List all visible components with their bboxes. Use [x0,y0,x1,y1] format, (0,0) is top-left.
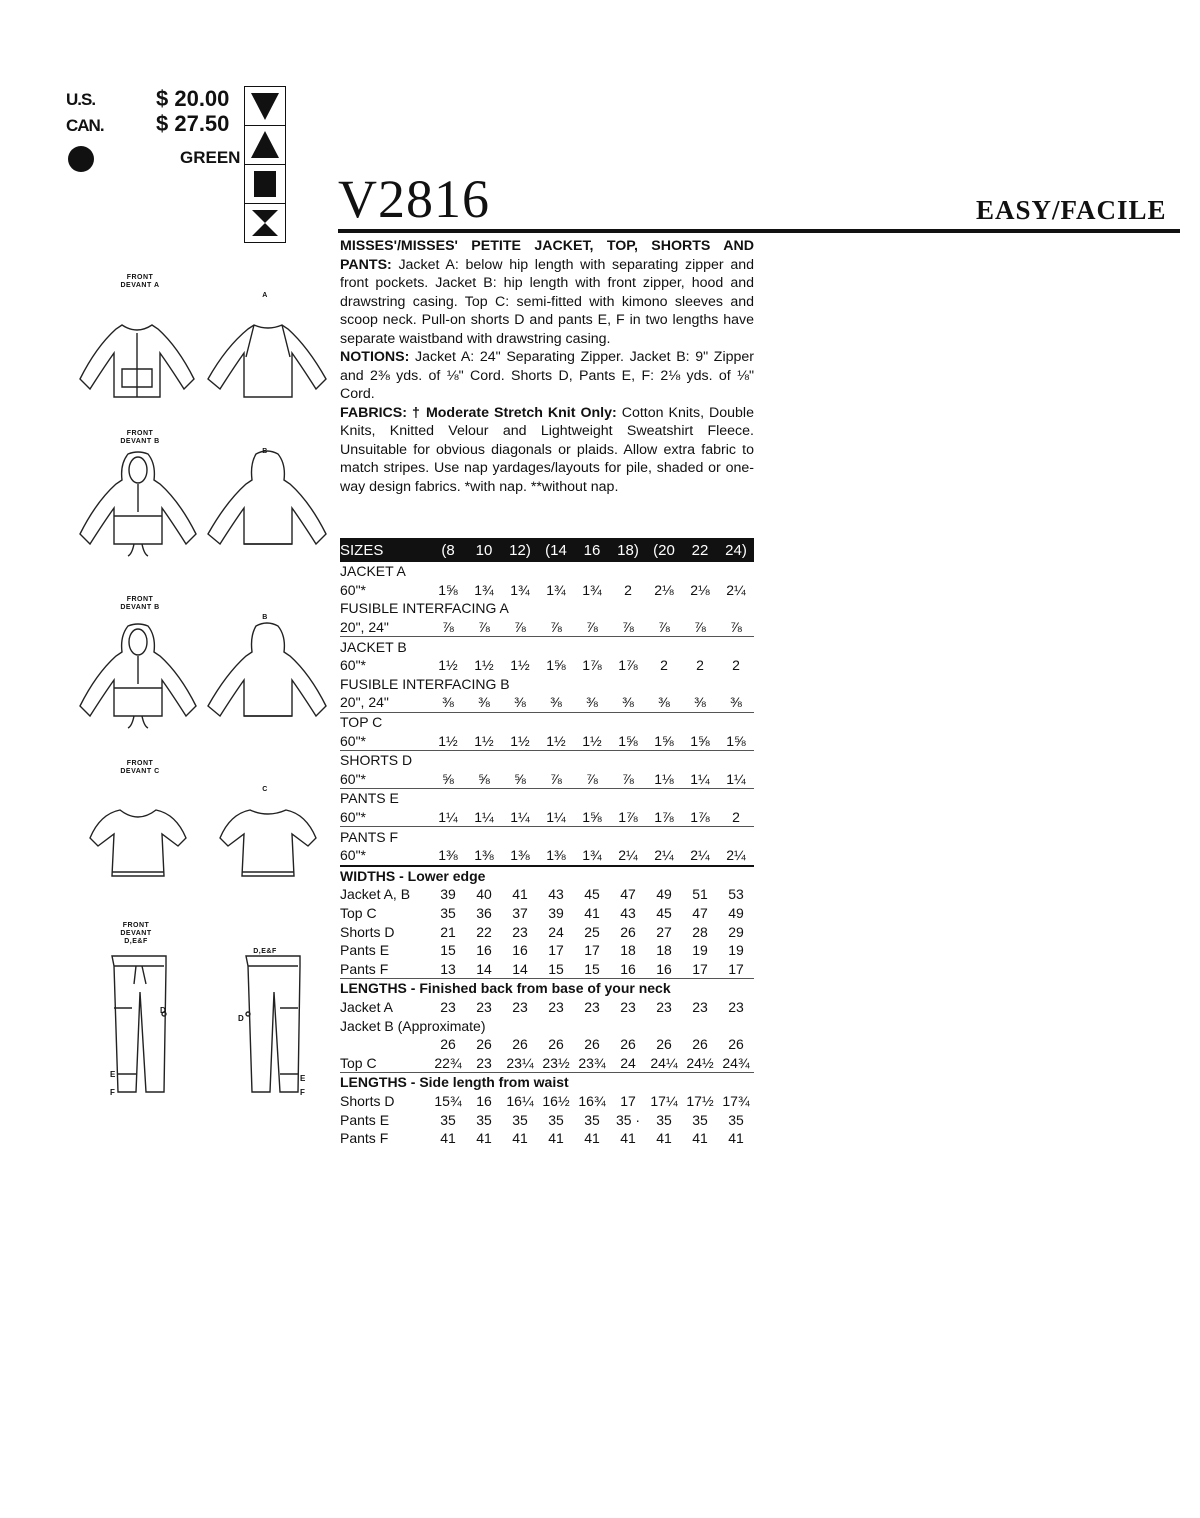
value-cell: ⅝ [466,770,502,789]
size-header-cell: 24) [718,538,754,562]
row-label: Jacket B (Approximate) [340,1017,486,1034]
front-mark-f: F [110,1088,115,1097]
value-cell: 19 [728,942,744,959]
can-price: $ 27.50 [156,111,230,136]
size-header-cell: (8 [430,538,466,562]
value-cell: 45 [656,904,672,921]
value-cell: 1½ [574,731,610,750]
color-dot-icon [68,146,94,172]
value-cell: 16½ [542,1092,570,1109]
value-cell: 39 [548,904,564,921]
jacket-b-back-sketch [206,450,328,560]
value-cell: 24¼ [646,1053,682,1072]
front-mark-e: E [110,1070,116,1079]
lengths-back-title-row [340,979,754,998]
figure-label-front: FRONT DEVANT C [120,760,160,775]
value-cell: 14 [466,959,502,978]
difficulty-label: EASY/FACILE [976,195,1167,225]
value-cell: 16¾ [578,1092,606,1109]
value-cell: 17 [584,942,600,959]
row-label: 60"* [340,808,430,827]
value-cell: 26 [440,1036,456,1053]
value-cell: 17 [620,1092,636,1109]
value-cell: 23¾ [574,1053,610,1072]
value-cell: 49 [656,886,672,903]
top-c-back-sketch [218,802,318,882]
value-cell: ⅞ [430,618,466,637]
value-cell: 17¾ [722,1092,750,1109]
value-cell: 49 [728,904,744,921]
value-cell: 1⅞ [618,657,638,674]
value-cell: 1¾ [510,581,530,598]
row-label: Jacket A [340,998,393,1015]
value-cell: 1⅞ [582,657,602,674]
section-title: LENGTHS - Side length from waist [340,1074,569,1091]
yardage-row [340,731,754,750]
value-cell: 35 [728,1111,744,1128]
value-cell: 41 [476,1130,492,1147]
value-cell: 1⅝ [574,808,610,827]
value-cell: 26 [656,1036,672,1053]
value-cell: 41 [692,1130,708,1147]
value-cell: 2⅛ [690,581,710,598]
value-cell: 1⅜ [538,846,574,866]
value-cell: 23 [692,998,708,1015]
pants-front-sketch [106,952,176,1102]
us-label: U.S. [66,90,96,109]
value-cell: 24¾ [718,1053,754,1072]
figure-label-back: B [262,448,268,455]
value-cell: ⅜ [574,693,610,712]
value-cell: 14 [502,959,538,978]
value-cell: 15 [574,959,610,978]
square-icon [245,165,285,204]
yardage-row [340,656,754,675]
row-label: 20", 24" [340,693,430,712]
row-label: JACKET A [340,563,406,580]
row-label: SHORTS D [340,752,413,769]
lengths-back-row [340,1016,754,1035]
value-cell: ⅜ [502,693,538,712]
jacket-b-front-alt-sketch [78,622,198,732]
row-label: 60"* [340,770,430,789]
yardage-row [340,637,754,656]
size-header-cell: 16 [574,538,610,562]
yardage-row [340,675,754,694]
lengths-side-title-row [340,1073,754,1092]
back-mark-f: F [300,1088,305,1097]
value-cell: 41 [548,1130,564,1147]
value-cell: 39 [440,886,456,903]
hourglass-icon [245,204,285,242]
lengths-side-row [340,1110,754,1129]
back-mark-e: E [300,1074,306,1083]
yardage-row [340,827,754,846]
value-cell: 13 [430,959,466,978]
value-cell: 26 [620,1036,636,1053]
value-cell: 26 [584,1036,600,1053]
widths-title-row [340,866,754,886]
value-cell: 24 [548,923,564,940]
value-cell: 47 [620,886,636,903]
figure-label-back: B [262,614,268,621]
row-label: Top C [340,904,377,921]
yardage-row [340,770,754,789]
value-cell: 41 [584,904,600,921]
figure-label-front: FRONT DEVANT B [120,430,160,445]
value-cell: 35 [440,904,456,921]
section-title: LENGTHS - Finished back from base of your neck [340,980,671,997]
value-cell: 23 [512,998,528,1015]
yardage-chart [340,538,754,1147]
value-cell: ⅞ [646,618,682,637]
value-cell: 1⅞ [682,808,718,827]
value-cell: 35 [656,1111,672,1128]
row-label: Pants F [340,959,430,978]
value-cell: 1½ [502,731,538,750]
figure-label-back: D,E&F [253,948,277,955]
row-label: 60"* [340,581,366,598]
value-cell: 18 [620,942,636,959]
value-cell: 45 [584,886,600,903]
fabrics-body: Cotton Knits, Double Knits, Knitted Velour and Lightweight Sweatshirt Fleece. Unsuitable for obvious diagonals or plaids. Allow extra fabric to match stripes. Use nap yardages/layouts for pile, shaded or one-way design fabrics. *with nap. **without nap. [340,404,754,495]
description-block [340,237,754,496]
value-cell: 40 [476,886,492,903]
value-cell: ⅝ [502,770,538,789]
value-cell: ⅞ [682,618,718,637]
value-cell: ⅜ [682,693,718,712]
triangle-down-icon [245,87,285,126]
value-cell: 1¾ [582,581,602,598]
header-rule [338,229,1180,233]
row-label: PANTS F [340,828,399,845]
yardage-row [340,750,754,769]
value-cell: 23 [512,923,528,940]
value-cell: 1⅛ [646,770,682,789]
value-cell: 26 [692,1036,708,1053]
row-label [340,1035,430,1054]
notions-body: Jacket A: 24" Separating Zipper. Jacket B: 9" Zipper and 2⅜ yds. of ⅛" Cord. Shorts D, Pants E, F: 2⅛ yds. of ⅛" Cord. [340,349,754,402]
widths-row [340,959,754,978]
value-cell: 1¼ [466,808,502,827]
yardage-row [340,789,754,808]
value-cell: 17½ [686,1092,714,1109]
value-cell: ⅞ [538,770,574,789]
yardage-row [340,599,754,618]
value-cell: 36 [476,904,492,921]
value-cell: 1½ [474,657,494,674]
row-label: Shorts D [340,923,395,940]
lengths-back-row [340,1035,754,1054]
value-cell: 26 [620,923,636,940]
yardage-row [340,712,754,731]
value-cell: 43 [548,886,564,903]
value-cell: 23 [620,998,636,1015]
value-cell: 1¼ [430,808,466,827]
value-cell: 41 [584,1130,600,1147]
value-cell: 1¼ [538,808,574,827]
jacket-b-back-alt-sketch [206,622,328,732]
value-cell: 2¼ [682,846,718,866]
value-cell: ⅜ [466,693,502,712]
row-label: Pants F [340,1130,389,1147]
jacket-b-front-sketch [78,450,198,560]
figure-label-front: FRONT DEVANT B [120,596,160,611]
value-cell: 1⅜ [466,846,502,866]
value-cell: 1½ [430,731,466,750]
value-cell: 35 [476,1111,492,1128]
value-cell: 26 [548,1036,564,1053]
value-cell: 2 [718,808,754,827]
yardage-row [340,846,754,866]
value-cell: 24½ [682,1053,718,1072]
value-cell: 23 [656,998,672,1015]
value-cell: 21 [440,923,456,940]
row-label: JACKET B [340,638,407,655]
row-label: TOP C [340,714,383,731]
value-cell: 17 [682,959,718,978]
notions-label: NOTIONS: [340,349,410,365]
value-cell: 29 [728,923,744,940]
value-cell: 23 [476,998,492,1015]
can-label: CAN. [66,116,104,135]
value-cell: ⅜ [610,693,646,712]
value-cell: 2 [732,657,740,674]
yardage-row [340,808,754,827]
value-cell: ⅞ [574,618,610,637]
widths-row [340,885,754,904]
row-label: Top C [340,1053,430,1072]
value-cell: 2 [696,657,704,674]
value-cell: 23 [584,998,600,1015]
value-cell: 37 [512,904,528,921]
value-cell: 24 [610,1053,646,1072]
widths-row [340,922,754,941]
value-cell: 16 [476,1092,492,1109]
value-cell: 16 [476,942,492,959]
value-cell: ⅜ [646,693,682,712]
value-cell: 1½ [538,731,574,750]
yardage-table [340,538,754,1147]
value-cell: 2¼ [646,846,682,866]
value-cell: ⅜ [718,693,754,712]
sizes-header-label: SIZES [340,538,430,562]
value-cell: 22¾ [430,1053,466,1072]
value-cell: 2¼ [726,581,746,598]
triangle-up-icon [245,126,285,165]
value-cell: 41 [512,1130,528,1147]
row-label: Shorts D [340,1092,395,1109]
value-cell: 1⅞ [610,808,646,827]
value-cell: 25 [584,923,600,940]
value-cell: 1¼ [718,770,754,789]
value-cell: 43 [620,904,636,921]
value-cell: ⅜ [430,693,466,712]
description-body: Jacket A: below hip length with separating zipper and front pockets. Jacket B: hip length with front zipper, hood and drawstring casing. Top C: semi-fitted with kimono sleeves and scoop neck. Pull-on shorts D and pants E, F in two lengths have separate waistband with drawstring casing. [340,256,754,347]
fabrics-label: FABRICS: [340,404,407,421]
color-label: GREEN [180,148,241,167]
value-cell: 1⅝ [610,731,646,750]
value-cell: ⅞ [574,770,610,789]
value-cell: 23 [440,998,456,1015]
yardage-row [340,562,754,581]
row-label: FUSIBLE INTERFACING A [340,600,509,617]
value-cell: 1⅞ [646,808,682,827]
value-cell: 2⅛ [654,581,674,598]
value-cell: ⅞ [466,618,502,637]
lengths-back-row [340,998,754,1017]
value-cell: 1⅝ [546,657,566,674]
row-label: 20", 24" [340,618,430,637]
value-cell: 15¾ [434,1092,462,1109]
lengths-back-row [340,1053,754,1072]
value-cell: 1¾ [474,581,494,598]
value-cell: ⅞ [610,770,646,789]
value-cell: 26 [728,1036,744,1053]
value-cell: 1⅝ [646,731,682,750]
value-cell: ⅞ [538,618,574,637]
row-label: Pants E [340,942,390,959]
value-cell: ⅞ [718,618,754,637]
value-cell: 17 [548,942,564,959]
value-cell: 1¼ [682,770,718,789]
row-label: Jacket A, B [340,886,411,903]
value-cell: 35 · [615,1111,641,1128]
value-cell: 2¼ [718,846,754,866]
value-cell: 41 [728,1130,744,1147]
value-cell: 47 [692,904,708,921]
value-cell: 16 [512,942,528,959]
value-cell: 18 [656,942,672,959]
value-cell: 23 [728,998,744,1015]
value-cell: 23¼ [502,1053,538,1072]
size-header-cell: (20 [646,538,682,562]
value-cell: 23½ [538,1053,574,1072]
value-cell: 26 [476,1036,492,1053]
jacket-a-back-sketch [206,317,328,407]
pattern-number: V2816 [338,169,490,229]
row-label: 60"* [340,657,366,674]
figure-label-front: FRONT DEVANT D,E&F [120,922,152,945]
value-cell: 51 [692,886,708,903]
fabrics-lead: † Moderate Stretch Knit Only: [412,404,617,421]
value-cell: 35 [548,1111,564,1128]
value-cell: ⅜ [538,693,574,712]
value-cell: 1⅝ [438,581,458,598]
sizes-header-row [340,538,754,562]
us-price: $ 20.00 [156,86,230,111]
value-cell: 23 [466,1053,502,1072]
size-header-cell: 22 [682,538,718,562]
row-label: 60"* [340,731,430,750]
yardage-row [340,581,754,600]
value-cell: 1¾ [546,581,566,598]
row-label: 60"* [340,846,430,866]
jacket-a-front-sketch [78,317,196,407]
value-cell: 35 [512,1111,528,1128]
lengths-side-row [340,1129,754,1148]
sketch-column [70,262,335,1112]
value-cell: 28 [692,923,708,940]
value-cell: ⅞ [610,618,646,637]
value-cell: 1¼ [502,808,538,827]
value-cell: 17 [718,959,754,978]
widths-row [340,904,754,923]
row-label: PANTS E [340,790,399,807]
size-header-cell: (14 [538,538,574,562]
row-label: Pants E [340,1111,390,1128]
value-cell: ⅝ [430,770,466,789]
description-title: MISSES'/MISSES' PETITE JACKET, TOP, SHORTS AND PANTS: [340,238,754,273]
front-mark-d: D [160,1006,166,1015]
value-cell: 2¼ [610,846,646,866]
symbol-box [244,86,286,243]
figure-label-front: FRONT DEVANT A [120,274,160,289]
value-cell: 1½ [466,731,502,750]
value-cell: 35 [692,1111,708,1128]
value-cell: ⅞ [502,618,538,637]
value-cell: 15 [538,959,574,978]
top-c-front-sketch [88,802,188,882]
section-title: WIDTHS - Lower edge [340,867,486,884]
value-cell: 19 [692,942,708,959]
yardage-row [340,693,754,712]
value-cell: 1½ [438,657,458,674]
value-cell: 16 [646,959,682,978]
value-cell: 35 [584,1111,600,1128]
value-cell: 1⅜ [502,846,538,866]
value-cell: 35 [440,1111,456,1128]
value-cell: 22 [476,923,492,940]
value-cell: 1¾ [574,846,610,866]
value-cell: 23 [548,998,564,1015]
size-header-cell: 18) [610,538,646,562]
value-cell: 27 [656,923,672,940]
lengths-side-row [340,1092,754,1111]
value-cell: 2 [624,581,632,598]
value-cell: 16 [610,959,646,978]
row-label: FUSIBLE INTERFACING B [340,675,510,692]
value-cell: 16¼ [506,1092,534,1109]
figure-label-back: A [262,292,268,299]
back-mark-d: D [238,1014,244,1023]
value-cell: 2 [660,657,668,674]
value-cell: 41 [440,1130,456,1147]
size-header-cell: 12) [502,538,538,562]
widths-row [340,941,754,960]
figure-label-back: C [262,786,268,793]
size-header-cell: 10 [466,538,502,562]
value-cell: 1⅜ [430,846,466,866]
value-cell: 41 [512,886,528,903]
value-cell: 53 [728,886,744,903]
value-cell: 41 [656,1130,672,1147]
value-cell: 41 [620,1130,636,1147]
value-cell: 15 [440,942,456,959]
value-cell: 1⅝ [718,731,754,750]
value-cell: 1½ [510,657,530,674]
value-cell: 1⅝ [682,731,718,750]
value-cell: 17¼ [650,1092,678,1109]
value-cell: 26 [512,1036,528,1053]
yardage-row [340,618,754,637]
